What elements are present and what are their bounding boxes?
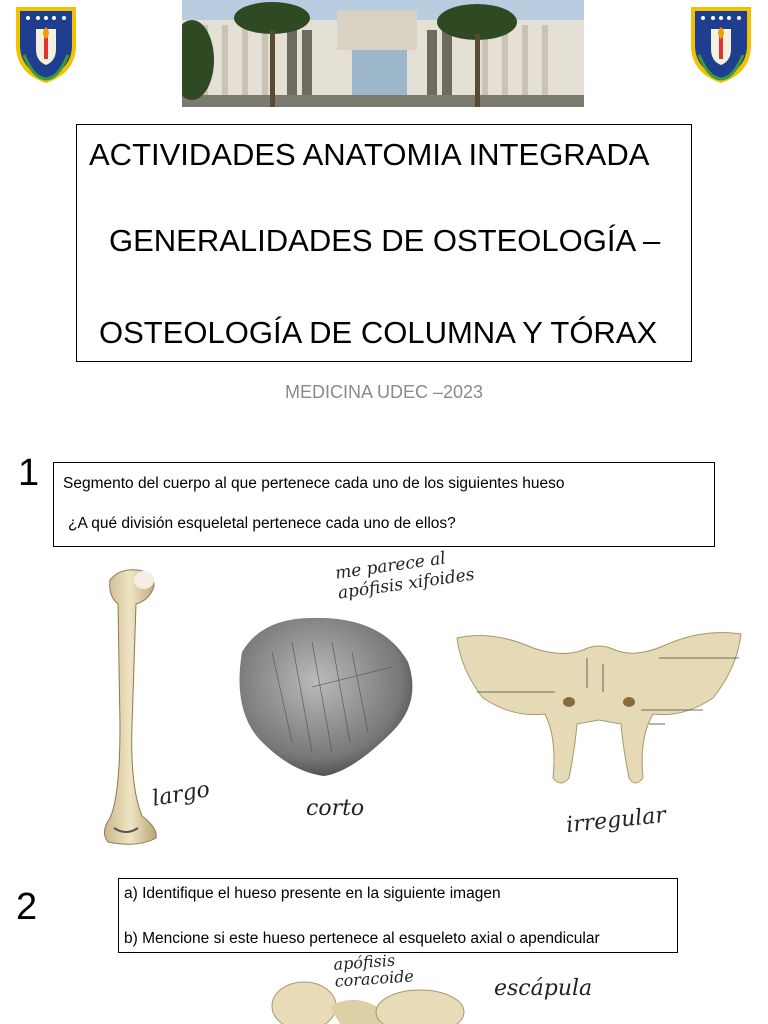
question-1-line-1: Segmento del cuerpo al que pertenece cada uno de los siguientes hueso	[63, 475, 565, 492]
annotation-largo: largo	[150, 777, 212, 812]
title-box	[76, 124, 692, 362]
subtitle: MEDICINA UDEC –2023	[284, 382, 484, 402]
question-2-line-b: b) Mencione si este hueso pertenece al esqueleto axial o apendicular	[124, 930, 600, 947]
annotation-corto: corto	[306, 796, 365, 821]
university-crest-icon	[14, 5, 78, 85]
title-line-2: GENERALIDADES DE OSTEOLOGÍA –	[109, 223, 661, 258]
university-crest-icon	[689, 5, 753, 85]
annotation-note: me parece al apófisis xifoides	[333, 548, 476, 604]
question-1-number: 1	[18, 452, 40, 494]
annotation-coracoid: apófisis coracoide	[332, 950, 415, 991]
university-crest-left	[14, 5, 78, 85]
question-1-line-2: ¿A qué división esqueletal pertenece cada uno de ellos?	[68, 515, 456, 532]
question-2-number: 2	[16, 886, 38, 928]
title-line-3: OSTEOLOGÍA DE COLUMNA Y TÓRAX	[99, 315, 658, 350]
xiphoid-bone-image	[232, 612, 418, 778]
question-1-box	[53, 462, 715, 547]
annotation-irregular: irregular	[564, 802, 668, 839]
title-line-1: ACTIVIDADES ANATOMIA INTEGRADA	[89, 137, 650, 172]
question-2-box	[118, 878, 678, 953]
annotation-escapula: escápula	[494, 976, 593, 1001]
campus-banner-image	[182, 0, 584, 107]
university-crest-right	[689, 5, 753, 85]
sphenoid-bone-image	[453, 628, 745, 790]
question-2-line-a: a) Identifique el hueso presente en la siguiente imagen	[124, 885, 501, 902]
